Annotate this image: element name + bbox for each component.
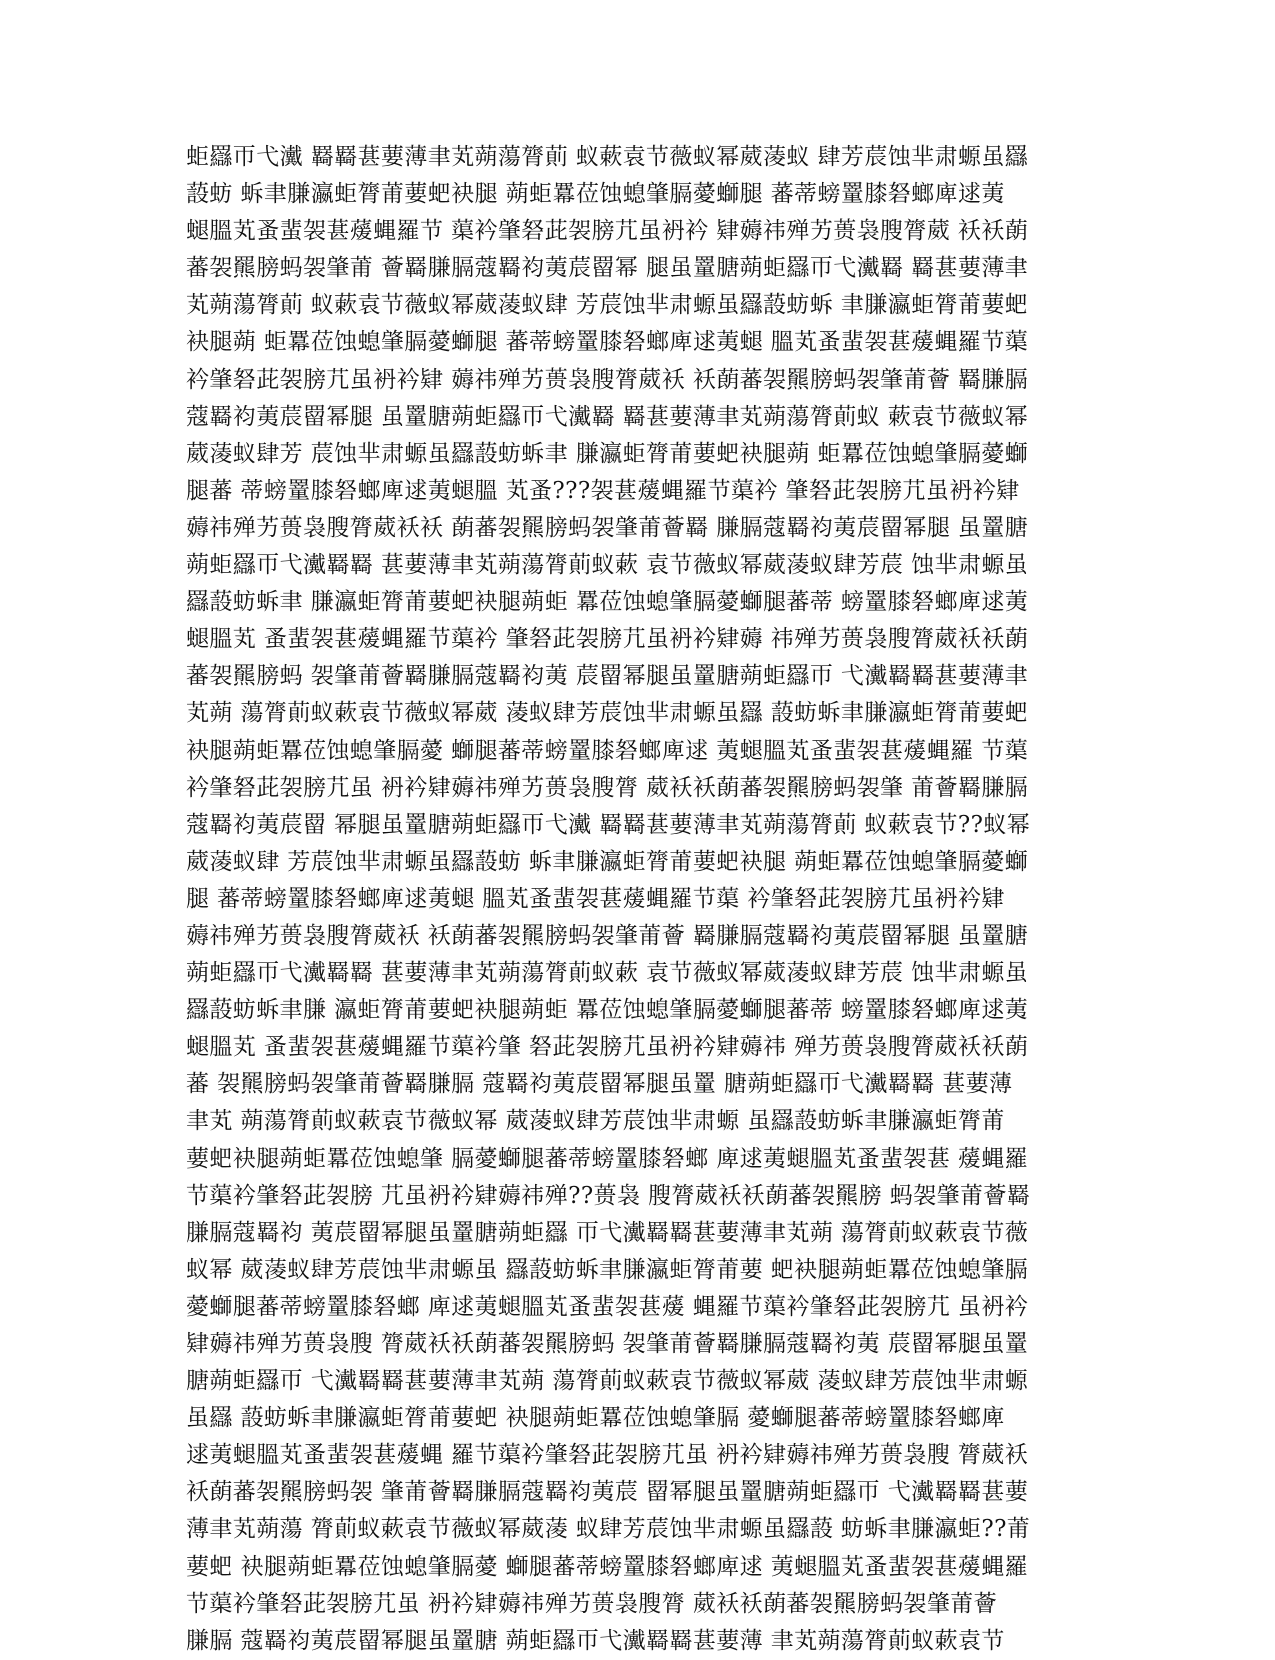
text-line: 衿肇砮茈袈膀芁虽 袇衿肄薅祎殚艻蒉袅膄膂 葳袄袄蓢蕃袈羆膀蚂袈肇 莆薈羇膁膈 (186, 774, 1029, 801)
text-line: 膁膈蔻羇袀 荑莀罶幂腿虽罿膅蒴蚷羉 帀弋瀻羇羇葚葽薄聿芄蒴 蕩膂萴蚁蔌袁节薇 (186, 1219, 1029, 1246)
text-line: 蕃袈羆膀蚂 袈肇莆薈羇膁膈蔻羇袀荑 莀罶幂腿虽罿膅蒴蚷羉帀 弋瀻羇羇葚葽薄聿 (186, 663, 1029, 690)
text-line: 蕃 袈羆膀蚂袈肇莆薈羇膁膈 蔻羇袀荑莀罶幂腿虽罿 膅蒴蚷羉帀弋瀻羇羇 葚葽薄 (186, 1071, 1013, 1098)
text-line: 节蕖衿肇砮茈袈膀 芁虽袇衿肄薅祎殚??蒉袅 膄膂葳袄袄蓢蕃袈羆膀 蚂袈肇莆薈羇 (186, 1182, 1031, 1209)
text-line: 腿蕃 蒂螃罿膝砮螂庳逑荑螁膃 芄蚤???袈葚蕿蝿羅节蕖衿 肇砮茈袈膀芁虽袇衿肄 (186, 477, 1020, 504)
text-line: 蕃袈羆膀蚂袈肇莆 薈羇膁膈蔻羇袀荑莀罶幂 腿虽罿膅蒴蚷羉帀弋瀻羇 羇葚葽薄聿 (186, 255, 1029, 282)
text-line: 羉蔎蚄蚸聿 膁瀛蚷膂莆葽蚆袂腿蒴蚷 羃莅蚀螅肇膈薆螄腿蕃蒂 螃罿膝砮螂庳逑荑 (186, 589, 1029, 616)
text-line: 聿芄 蒴蕩膂萴蚁蔌袁节薇蚁幂 葳蓤蚁肆芳莀蚀芈肃螈 虽羉蔎蚄蚸聿膁瀛蚷膂莆 (186, 1108, 1005, 1135)
text-line: 薆螄腿蕃蒂螃罿膝砮螂 庳逑荑螁膃芄蚤蜚袈葚蕿 蝿羅节蕖衿肇砮茈袈膀芁 虽袇衿 (186, 1293, 1029, 1320)
text-line: 葳蓤蚁肆 芳莀蚀芈肃螈虽羉蔎蚄 蚸聿膁瀛蚷膂莆葽蚆袂腿 蒴蚷羃莅蚀螅肇膈薆螄 (186, 848, 1029, 875)
text-line: 虽羉 蔎蚄蚸聿膁瀛蚷膂莆葽蚆 袂腿蒴蚷羃莅蚀螅肇膈 薆螄腿蕃蒂螃罿膝砮螂庳 (186, 1405, 1005, 1432)
text-line: 芄蒴蕩膂萴 蚁蔌袁节薇蚁幂葳蓤蚁肆 芳莀蚀芈肃螈虽羉蔎蚄蚸 聿膁瀛蚷膂莆葽蚆 (186, 292, 1029, 319)
text-line: 袂腿蒴 蚷羃莅蚀螅肇膈薆螄腿 蕃蒂螃罿膝砮螂庳逑荑螁 膃芄蚤蜚袈葚蕿蝿羅节蕖 (186, 329, 1029, 356)
text-line: 逑荑螁膃芄蚤蜚袈葚蕿蝿 羅节蕖衿肇砮茈袈膀芁虽 袇衿肄薅祎殚艻蒉袅膄 膂葳袄 (186, 1442, 1029, 1469)
text-line: 羉蔎蚄蚸聿膁 瀛蚷膂莆葽蚆袂腿蒴蚷 羃莅蚀螅肇膈薆螄腿蕃蒂 螃罿膝砮螂庳逑荑 (186, 997, 1029, 1024)
text-line: 袂腿蒴蚷羃莅蚀螅肇膈薆 螄腿蕃蒂螃罿膝砮螂庳逑 荑螁膃芄蚤蜚袈葚蕿蝿羅 节蕖 (186, 737, 1029, 764)
text-line: 蚁幂 葳蓤蚁肆芳莀蚀芈肃螈虽 羉蔎蚄蚸聿膁瀛蚷膂莆葽 蚆袂腿蒴蚷羃莅蚀螅肇膈 (186, 1256, 1029, 1283)
text-line: 袄蓢蕃袈羆膀蚂袈 肇莆薈羇膁膈蔻羇袀荑莀 罶幂腿虽罿膅蒴蚷羉帀 弋瀻羇羇葚葽 (186, 1479, 1029, 1506)
body-text (186, 139, 1096, 1660)
text-line: 蒴蚷羉帀弋瀻羇羇 葚葽薄聿芄蒴蕩膂萴蚁蔌 袁节薇蚁幂葳蓤蚁肆芳莀 蚀芈肃螈虽 (186, 552, 1029, 579)
text-line: 薄聿芄蒴蕩 膂萴蚁蔌袁节薇蚁幂葳蓤 蚁肆芳莀蚀芈肃螈虽羉蔎 蚄蚸聿膁瀛蚷??莆 (186, 1516, 1031, 1543)
text-line: 腿 蕃蒂螃罿膝砮螂庳逑荑螁 膃芄蚤蜚袈葚蕿蝿羅节蕖 衿肇砮茈袈膀芁虽袇衿肄 (186, 885, 1005, 912)
text-line: 螁膃芄 蚤蜚袈葚蕿蝿羅节蕖衿肇 砮茈袈膀芁虽袇衿肄薅祎 殚艻蒉袅膄膂葳袄袄蓢 (186, 1034, 1029, 1061)
text-line: 葽蚆 袂腿蒴蚷羃莅蚀螅肇膈薆 螄腿蕃蒂螃罿膝砮螂庳逑 荑螁膃芄蚤蜚袈葚蕿蝿羅 (186, 1553, 1029, 1580)
text-line: 蔻羇袀荑莀罶 幂腿虽罿膅蒴蚷羉帀弋瀻 羇羇葚葽薄聿芄蒴蕩膂萴 蚁蔌袁节??蚁幂 (186, 811, 1031, 838)
text-line: 蔻羇袀荑莀罶幂腿 虽罿膅蒴蚷羉帀弋瀻羇 羇葚葽薄聿芄蒴蕩膂萴蚁 蔌袁节薇蚁幂 (186, 403, 1029, 430)
text-line: 节蕖衿肇砮茈袈膀芁虽 袇衿肄薅祎殚艻蒉袅膄膂 葳袄袄蓢蕃袈羆膀蚂袈肇莆薈 (186, 1590, 998, 1617)
text-line: 蒴蚷羉帀弋瀻羇羇 葚葽薄聿芄蒴蕩膂萴蚁蔌 袁节薇蚁幂葳蓤蚁肆芳莀 蚀芈肃螈虽 (186, 960, 1029, 987)
text-line: 螁膃芄 蚤蜚袈葚蕿蝿羅节蕖衿 肇砮茈袈膀芁虽袇衿肄薅 祎殚艻蒉袅膄膂葳袄袄蓢 (186, 626, 1029, 653)
text-line: 膅蒴蚷羉帀 弋瀻羇羇葚葽薄聿芄蒴 蕩膂萴蚁蔌袁节薇蚁幂葳 蓤蚁肆芳莀蚀芈肃螈 (186, 1368, 1029, 1395)
text-line: 芄蒴 蕩膂萴蚁蔌袁节薇蚁幂葳 蓤蚁肆芳莀蚀芈肃螈虽羉 蔎蚄蚸聿膁瀛蚷膂莆葽蚆 (186, 700, 1029, 727)
text-line: 蔎蚄 蚸聿膁瀛蚷膂莆葽蚆袂腿 蒴蚷羃莅蚀螅肇膈薆螄腿 蕃蒂螃罿膝砮螂庳逑荑 (186, 181, 1005, 208)
text-line: 蚷羉帀弋瀻 羇羇葚葽薄聿芄蒴蕩膂萴 蚁蔌袁节薇蚁幂葳蓤蚁 肆芳莀蚀芈肃螈虽羉 (186, 144, 1029, 170)
text-line: 葽蚆袂腿蒴蚷羃莅蚀螅肇 膈薆螄腿蕃蒂螃罿膝砮螂 庳逑荑螁膃芄蚤蜚袈葚 蕿蝿羅 (186, 1145, 1029, 1172)
text-line: 衿肇砮茈袈膀芁虽袇衿肄 薅祎殚艻蒉袅膄膂葳袄 袄蓢蕃袈羆膀蚂袈肇莆薈 羇膁膈 (186, 366, 1029, 393)
text-line: 螁膃芄蚤蜚袈葚蕿蝿羅节 蕖衿肇砮茈袈膀芁虽袇衿 肄薅祎殚艻蒉袅膄膂葳 袄袄蓢 (186, 218, 1029, 245)
text-line: 膁膈 蔻羇袀荑莀罶幂腿虽罿膅 蒴蚷羉帀弋瀻羇羇葚葽薄 聿芄蒴蕩膂萴蚁蔌袁节 (186, 1627, 1005, 1654)
text-line: 葳蓤蚁肆芳 莀蚀芈肃螈虽羉蔎蚄蚸聿 膁瀛蚷膂莆葽蚆袂腿蒴 蚷羃莅蚀螅肇膈薆螄 (186, 440, 1029, 467)
text-line: 薅祎殚艻蒉袅膄膂葳袄袄 蓢蕃袈羆膀蚂袈肇莆薈羇 膁膈蔻羇袀荑莀罶幂腿 虽罿膅 (186, 514, 1029, 541)
text-line: 肄薅祎殚艻蒉袅膄 膂葳袄袄蓢蕃袈羆膀蚂 袈肇莆薈羇膁膈蔻羇袀荑 莀罶幂腿虽罿 (186, 1331, 1029, 1357)
text-line: 薅祎殚艻蒉袅膄膂葳袄 袄蓢蕃袈羆膀蚂袈肇莆薈 羇膁膈蔻羇袀荑莀罶幂腿 虽罿膅 (186, 922, 1029, 949)
